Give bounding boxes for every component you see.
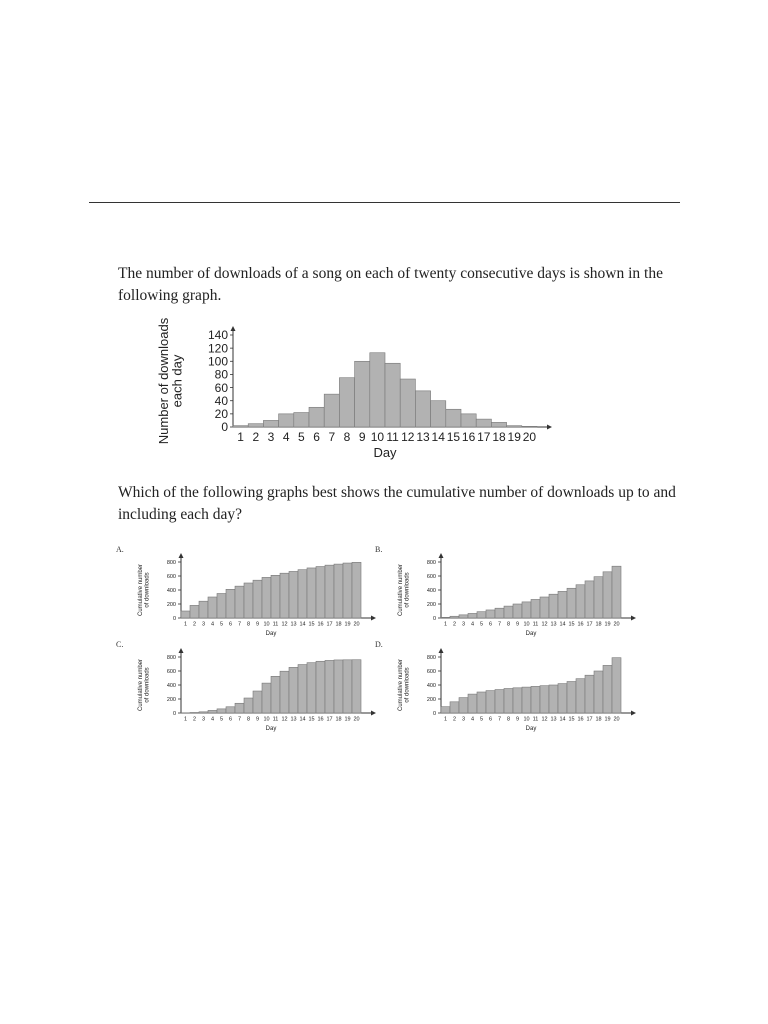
x-tick-label: 12 (401, 430, 415, 444)
y-tick-label: 800 (166, 559, 176, 566)
bar (355, 361, 370, 427)
x-tick-label: 5 (479, 621, 484, 628)
bar (468, 694, 477, 713)
x-tick-label: 20 (613, 716, 620, 723)
x-tick-label: 4 (210, 621, 215, 628)
x-tick-label: 3 (201, 621, 206, 628)
y-tick-label: 600 (166, 573, 176, 580)
y-tick-label: 0 (432, 615, 436, 622)
bar (233, 426, 248, 427)
y-tick-label: 600 (426, 668, 436, 675)
x-tick-label: 11 (272, 716, 279, 723)
bar (558, 591, 567, 618)
question-intro: The number of downloads of a song on each of twenty consecutive days is shown in the following graph. (118, 265, 663, 304)
bar (468, 613, 477, 618)
bar (450, 616, 459, 618)
x-tick-label: 3 (461, 716, 466, 723)
bar (594, 577, 603, 618)
x-tick-label: 3 (267, 430, 275, 444)
bar (316, 567, 325, 618)
bar (199, 712, 208, 713)
y-tick-label: 140 (207, 328, 228, 343)
y-tick-label: 0 (172, 710, 176, 717)
bar (549, 685, 558, 713)
x-tick-label: 5 (298, 430, 305, 444)
x-tick-label: 11 (532, 716, 539, 723)
x-tick-label: 16 (577, 621, 584, 628)
bar (181, 611, 190, 618)
option-c-label: C. (116, 640, 124, 649)
y-tick-label: 400 (166, 587, 176, 594)
bar (585, 675, 594, 713)
bar (603, 572, 612, 618)
bar (248, 424, 263, 427)
bar (294, 413, 309, 427)
x-tick-label: 5 (479, 716, 484, 723)
bar (263, 420, 278, 427)
bar (352, 562, 361, 618)
bar (549, 594, 558, 618)
x-tick-label: 4 (210, 716, 215, 723)
bar (324, 394, 339, 427)
bar (585, 581, 594, 618)
x-tick-label: 14 (559, 716, 566, 723)
x-axis-arrow (631, 616, 636, 621)
y-tick-label: 60 (214, 380, 228, 395)
y-tick-label: 20 (214, 407, 228, 422)
x-tick-label: 19 (604, 716, 611, 723)
bar (253, 691, 262, 713)
daily-downloads-chart (150, 318, 570, 468)
x-tick-label: 19 (344, 716, 351, 723)
option-a-label: A. (116, 545, 124, 554)
x-tick-label: 18 (595, 621, 602, 628)
x-tick-label: 12 (281, 716, 288, 723)
bar (450, 702, 459, 713)
bar (298, 570, 307, 618)
x-tick-label: 8 (246, 621, 251, 628)
x-tick-label: 17 (477, 430, 491, 444)
bar (513, 688, 522, 713)
bar (289, 667, 298, 713)
option-c-chart (132, 640, 372, 732)
bar (415, 391, 430, 427)
x-tick-label: 7 (497, 716, 502, 723)
bar (217, 594, 226, 619)
option-b-chart (392, 545, 632, 637)
bar (271, 676, 280, 713)
bar (459, 615, 468, 618)
x-tick-label: 7 (237, 716, 242, 723)
y-axis-title: Cumulative numberof downloads (398, 658, 411, 712)
x-tick-label: 8 (246, 716, 251, 723)
y-tick-label: 400 (426, 587, 436, 594)
bar (298, 665, 307, 713)
x-tick-label: 19 (604, 621, 611, 628)
x-tick-label: 12 (541, 716, 548, 723)
y-tick-label: 200 (426, 696, 436, 703)
x-tick-label: 8 (506, 716, 511, 723)
y-tick-label: 600 (166, 668, 176, 675)
x-tick-label: 16 (317, 716, 324, 723)
y-tick-label: 800 (426, 559, 436, 566)
x-tick-label: 8 (343, 430, 351, 444)
bar (226, 589, 235, 618)
y-tick-label: 0 (172, 615, 176, 622)
x-tick-label: 11 (386, 430, 399, 444)
y-tick-label: 200 (166, 696, 176, 703)
x-tick-label: 17 (326, 621, 333, 628)
x-tick-label: 7 (328, 430, 336, 444)
bar (289, 571, 298, 618)
x-tick-label: 10 (263, 716, 270, 723)
y-tick-label: 800 (166, 654, 176, 661)
bar (507, 426, 522, 427)
bar (612, 566, 621, 618)
option-d-chart (392, 640, 632, 732)
bar (339, 378, 354, 427)
x-tick-label: 1 (443, 621, 448, 628)
y-axis-title: Number of downloadseach day (156, 317, 185, 445)
x-tick-label: 6 (488, 716, 493, 723)
bar (279, 414, 294, 427)
bar (400, 379, 415, 427)
bar (495, 690, 504, 713)
x-axis-arrow (371, 616, 376, 621)
x-tick-label: 10 (523, 716, 530, 723)
y-tick-label: 0 (221, 420, 228, 435)
x-tick-label: 9 (255, 621, 260, 628)
bar (540, 686, 549, 713)
bar (558, 684, 567, 713)
x-tick-label: 12 (541, 621, 548, 628)
bar (576, 585, 585, 618)
x-tick-label: 2 (192, 716, 197, 723)
x-tick-label: 9 (515, 716, 520, 723)
x-tick-label: 14 (431, 430, 445, 444)
y-tick-label: 80 (214, 367, 228, 382)
bar (244, 583, 253, 618)
bar (486, 610, 495, 618)
x-tick-label: 13 (550, 621, 557, 628)
y-axis-title: Cumulative numberof downloads (138, 658, 151, 712)
bar (307, 663, 316, 713)
bar (343, 660, 352, 713)
y-tick-label: 0 (432, 710, 436, 717)
x-axis-title: Day (265, 726, 277, 732)
x-tick-label: 20 (613, 621, 620, 628)
y-tick-label: 600 (426, 573, 436, 580)
x-tick-label: 7 (497, 621, 502, 628)
bar (522, 602, 531, 618)
x-axis-title: Day (525, 726, 537, 732)
y-axis-arrow (179, 553, 184, 558)
option-d-label: D. (375, 640, 383, 649)
x-tick-label: 6 (488, 621, 493, 628)
x-tick-label: 13 (550, 716, 557, 723)
bar (567, 682, 576, 714)
bar (352, 660, 361, 713)
bar (226, 707, 235, 713)
bar (199, 601, 208, 618)
x-tick-label: 11 (272, 621, 279, 628)
x-tick-label: 14 (299, 621, 306, 628)
bar (491, 422, 506, 427)
y-axis-arrow (231, 326, 236, 331)
y-axis-title: Cumulative numberof downloads (138, 563, 151, 617)
x-tick-label: 6 (228, 716, 233, 723)
x-tick-label: 16 (317, 621, 324, 628)
x-tick-label: 16 (461, 430, 476, 444)
x-tick-label: 20 (522, 430, 537, 444)
x-tick-label: 18 (335, 716, 342, 723)
x-tick-label: 4 (282, 430, 290, 444)
bar (522, 687, 531, 713)
x-axis-arrow (371, 711, 376, 716)
x-tick-label: 20 (353, 621, 360, 628)
y-axis-arrow (439, 553, 444, 558)
x-tick-label: 3 (201, 716, 206, 723)
x-tick-label: 9 (515, 621, 520, 628)
bar (446, 409, 461, 427)
x-tick-label: 5 (219, 716, 224, 723)
x-axis-title: Day (525, 631, 537, 637)
x-axis-arrow (547, 425, 552, 430)
bar (385, 363, 400, 427)
x-axis-arrow (631, 711, 636, 716)
bar (325, 660, 334, 713)
x-tick-label: 6 (313, 430, 320, 444)
bar (431, 401, 446, 427)
x-tick-label: 10 (370, 430, 385, 444)
bar (504, 606, 513, 618)
x-tick-label: 17 (326, 716, 333, 723)
y-tick-label: 400 (426, 682, 436, 689)
bar (190, 605, 199, 618)
x-tick-label: 15 (568, 621, 575, 628)
bar (271, 575, 280, 618)
bar (531, 686, 540, 713)
bar (486, 691, 495, 713)
x-tick-label: 17 (586, 716, 593, 723)
x-axis-title: Day (373, 445, 397, 460)
bar (603, 665, 612, 713)
bar (309, 407, 324, 427)
x-tick-label: 1 (183, 716, 188, 723)
bar (262, 577, 271, 618)
bar (235, 703, 244, 713)
bar (334, 660, 343, 713)
y-tick-label: 800 (426, 654, 436, 661)
x-tick-label: 20 (353, 716, 360, 723)
bar (334, 564, 343, 618)
y-tick-label: 200 (426, 601, 436, 608)
question-prompt: Which of the following graphs best shows the cumulative number of downloads up to and including each day? (118, 484, 676, 523)
x-tick-label: 1 (443, 716, 448, 723)
bar (280, 573, 289, 618)
x-tick-label: 15 (308, 621, 315, 628)
bar (343, 563, 352, 618)
x-tick-label: 8 (506, 621, 511, 628)
bar (513, 604, 522, 618)
x-tick-label: 18 (335, 621, 342, 628)
x-tick-label: 4 (470, 621, 475, 628)
x-tick-label: 19 (344, 621, 351, 628)
x-tick-label: 3 (461, 621, 466, 628)
x-tick-label: 2 (452, 716, 457, 723)
x-tick-label: 18 (595, 716, 602, 723)
x-tick-label: 1 (183, 621, 188, 628)
bar (217, 709, 226, 713)
bar (280, 671, 289, 713)
bar (612, 658, 621, 713)
bar (522, 426, 537, 427)
bar (567, 588, 576, 618)
x-tick-label: 4 (470, 716, 475, 723)
x-tick-label: 1 (237, 430, 244, 444)
bar (325, 565, 334, 618)
bar (531, 599, 540, 618)
x-tick-label: 6 (228, 621, 233, 628)
bar (253, 580, 262, 618)
x-tick-label: 15 (446, 430, 461, 444)
y-tick-label: 120 (207, 341, 228, 356)
x-tick-label: 16 (577, 716, 584, 723)
option-b-label: B. (375, 545, 383, 554)
bar (208, 597, 217, 618)
bar (262, 683, 271, 713)
bar (307, 568, 316, 618)
y-tick-label: 40 (214, 393, 228, 408)
bar (316, 661, 325, 713)
bar (441, 707, 450, 713)
bar (540, 597, 549, 618)
x-tick-label: 10 (263, 621, 270, 628)
bar (504, 689, 513, 714)
x-tick-label: 5 (219, 621, 224, 628)
x-tick-label: 11 (532, 621, 539, 628)
bar (441, 617, 450, 618)
bar (461, 414, 476, 427)
x-tick-label: 2 (252, 430, 260, 444)
horizontal-rule (89, 202, 680, 203)
bar (244, 698, 253, 713)
x-tick-label: 13 (290, 621, 297, 628)
bar (476, 419, 491, 427)
x-tick-label: 14 (299, 716, 306, 723)
bar (495, 608, 504, 618)
x-tick-label: 9 (358, 430, 366, 444)
bar (576, 679, 585, 713)
x-tick-label: 2 (192, 621, 197, 628)
bar (594, 671, 603, 713)
y-tick-label: 100 (207, 354, 228, 369)
option-a-chart (132, 545, 372, 637)
x-axis-title: Day (265, 631, 277, 637)
x-tick-label: 18 (492, 430, 506, 444)
x-tick-label: 12 (281, 621, 288, 628)
bar (208, 710, 217, 713)
x-tick-label: 19 (507, 430, 521, 444)
x-tick-label: 10 (523, 621, 530, 628)
y-tick-label: 400 (166, 682, 176, 689)
x-tick-label: 9 (255, 716, 260, 723)
x-tick-label: 7 (237, 621, 242, 628)
x-tick-label: 14 (559, 621, 566, 628)
x-tick-label: 13 (290, 716, 297, 723)
y-axis-arrow (179, 648, 184, 653)
bar (459, 698, 468, 713)
x-tick-label: 13 (416, 430, 430, 444)
y-axis-title: Cumulative numberof downloads (398, 563, 411, 617)
bar (477, 692, 486, 713)
x-tick-label: 15 (568, 716, 575, 723)
y-axis-arrow (439, 648, 444, 653)
x-tick-label: 17 (586, 621, 593, 628)
x-tick-label: 2 (452, 621, 457, 628)
bar (477, 612, 486, 618)
y-tick-label: 200 (166, 601, 176, 608)
x-tick-label: 15 (308, 716, 315, 723)
bar (370, 353, 385, 427)
bar (235, 586, 244, 618)
